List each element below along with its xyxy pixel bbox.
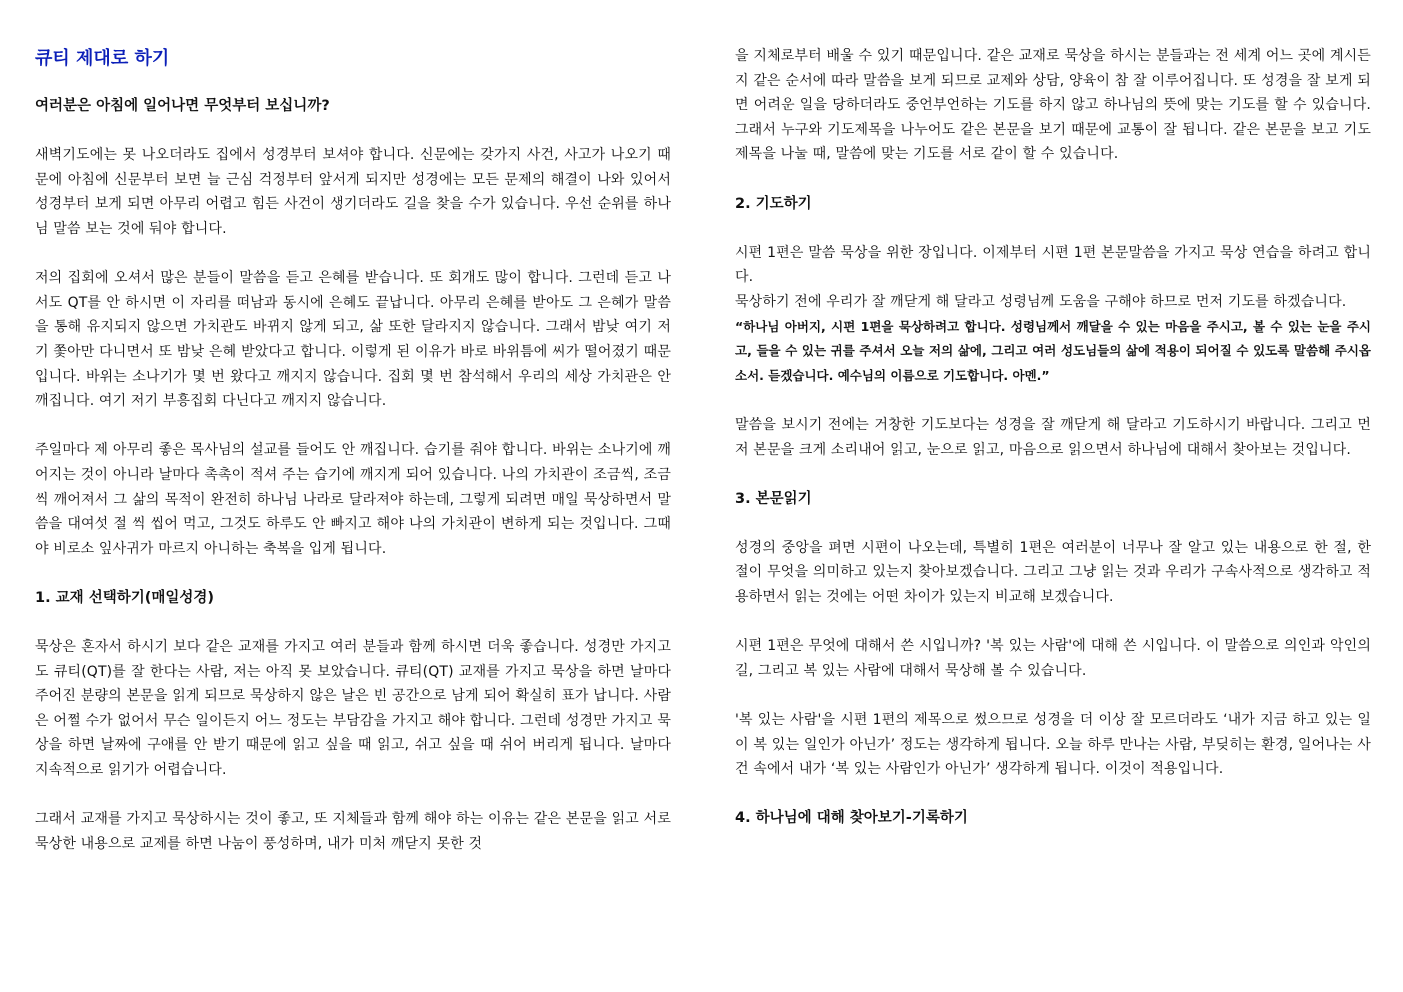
left-column (35, 40, 671, 881)
paragraph: 새벽기도에는 못 나오더라도 집에서 성경부터 보셔야 합니다. 신문에는 갖가지 사건, 사고가 나오기 때문에 아침에 신문부터 보면 늘 근심 걱정부터 앞서게 되지만 성경에는 모든 문제의 해결이 나와 있어서 성경부터 보게 되면 아무리 어렵고 힘든 사건이 생기더라도 길을 찾을 수가 있습니다. 우선 순위를 하나님 말씀 보는 것에 둬야 합니다. (35, 147, 671, 237)
paragraph: 성경의 중앙을 펴면 시편이 나오는데, 특별히 1편은 여러분이 너무나 잘 알고 있는 내용으로 한 절, 한 절이 무엇을 의미하고 있는지 찾아보겠습니다. 그리고 그냥 읽는 것과 우리가 구속사적으로 생각하고 적용하면서 읽는 것에는 어떤 차이가 있는지 비교해 보겠습니다. (735, 539, 1371, 606)
paragraph: 말씀을 보시기 전에는 거창한 기도보다는 성경을 잘 깨닫게 해 달라고 기도하시기 바랍니다. 그리고 먼저 본문을 크게 소리내어 읽고, 눈으로 읽고, 마음으로 읽으면서 하나님에 대해서 찾아보는 것입니다. (735, 416, 1371, 458)
right-column (735, 44, 1371, 856)
paragraph: 을 지체로부터 배울 수 있기 때문입니다. 같은 교재로 묵상을 하시는 분들과는 전 세계 어느 곳에 계시든지 같은 순서에 따라 말씀을 보게 되므로 교제와 상담, 양육이 참 잘 이루어집니다. 또 성경을 잘 보게 되면 어려운 일을 당하더라도 중언부언하는 기도를 하지 않고 하나님의 뜻에 맞는 기도를 할 수 있습니다. 그래서 누구와 기도제목을 나누어도 같은 본문을 보기 때문에 교통이 잘 됩니다. 같은 본문을 보고 기도제목을 나눌 때, 말씀에 맞는 기도를 서로 같이 할 수 있습니다. (735, 48, 1371, 163)
paragraph: 시편 1편은 말씀 묵상을 위한 장입니다. 이제부터 시편 1편 본문말씀을 가지고 묵상 연습을 하려고 합니다. (735, 244, 1371, 286)
intro-question: 여러분은 아침에 일어나면 무엇부터 보십니까? (35, 98, 330, 114)
paragraph: 묵상하기 전에 우리가 잘 깨닫게 해 달라고 성령님께 도움을 구해야 하므로 먼저 기도를 하겠습니다. (735, 293, 1347, 310)
paragraph: 저의 집회에 오셔서 많은 분들이 말씀을 듣고 은혜를 받습니다. 또 회개도 많이 합니다. 그런데 듣고 나서도 QT를 안 하시면 이 자리를 떠남과 동시에 은혜도 끝납니다. 아무리 은혜를 받아도 그 은혜가 말씀을 통해 유지되지 않으면 가치관도 바뀌지 않게 되고, 삶 또한 달라지지 않습니다. 그래서 밤낮 여기 저기 쫓아만 다니면서 또 밤낮 은혜 받았다고 합니다. 이렇게 된 이유가 바로 바위틈에 씨가 떨어졌기 때문입니다. 바위는 소나기가 몇 번 왔다고 깨지지 않습니다. 집회 몇 번 참석해서 우리의 세상 가치관은 안 깨집니다. 여기 저기 부흥집회 다닌다고 깨지지 않습니다. (35, 270, 672, 410)
document-title: 큐티 제대로 하기 (35, 48, 170, 69)
paragraph: 묵상은 혼자서 하시기 보다 같은 교재를 가지고 여러 분들과 함께 하시면 더욱 좋습니다. 성경만 가지고도 큐티(QT)를 잘 한다는 사람, 저는 아직 못 보았습니다. 큐티(QT) 교재를 가지고 묵상을 하면 날마다 주어진 분량의 본문을 읽게 되므로 묵상하지 않은 날은 빈 공간으로 남게 되어 확실히 표가 납니다. 사람은 어쩔 수가 없어서 무슨 일이든지 어느 정도는 부담감을 가지고 해야 합니다. 그런데 성경만 가지고 묵상을 하면 날짜에 구애를 안 받기 때문에 읽고 싶을 때 읽고, 쉬고 싶을 때 쉬어 버리게 됩니다. 날마다 지속적으로 읽기가 어렵습니다. (35, 639, 671, 779)
section-heading-3: 3. 본문읽기 (735, 490, 812, 507)
section-heading-2: 2. 기도하기 (735, 195, 812, 212)
prayer-quote: “하나님 아버지, 시편 1편을 묵상하려고 합니다. 성령님께서 깨달을 수 있는 마음을 주시고, 볼 수 있는 눈을 주시고, 들을 수 있는 귀를 주셔서 오늘 저의 삶에, 그리고 여러 성도님들의 삶에 적용이 되어질 수 있도록 말씀해 주시옵소서. 듣겠습니다. 예수님의 이름으로 기도합니다. 아멘.” (735, 318, 1371, 383)
paragraph: '복 있는 사람'을 시편 1편의 제목으로 썼으므로 성경을 더 이상 잘 모르더라도 ‘내가 지금 하고 있는 일이 복 있는 일인가 아닌가’ 정도는 생각하게 됩니다. 오늘 하루 만나는 사람, 부딪히는 환경, 일어나는 사건 속에서 내가 ‘복 있는 사람인가 아닌가’ 생각하게 됩니다. 이것이 적용입니다. (735, 712, 1371, 778)
paragraph: 주일마다 제 아무리 좋은 목사님의 설교를 들어도 안 깨집니다. 습기를 줘야 합니다. 바위는 소나기에 깨어지는 것이 아니라 날마다 촉촉이 적셔 주는 습기에 깨지게 되어 있습니다. 나의 가치관이 조금씩, 조금씩 깨어져서 그 삶의 목적이 완전히 하나님 나라로 달라져야 하는데, 그렇게 되려면 매일 묵상하면서 말씀을 대여섯 절 씩 씹어 먹고, 그것도 하루도 안 빠지고 해야 나의 가치관이 변하게 되는 것입니다. 그때야 비로소 잎사귀가 마르지 아니하는 축복을 입게 됩니다. (35, 442, 671, 557)
section-heading-1: 1. 교재 선택하기(매일성경) (35, 589, 215, 606)
paragraph: 그래서 교재를 가지고 묵상하시는 것이 좋고, 또 지체들과 함께 해야 하는 이유는 같은 본문을 읽고 서로 묵상한 내용으로 교제를 하면 나눔이 풍성하며, 내가 미처 깨닫지 못한 것 (35, 811, 671, 852)
paragraph: 시편 1편은 무엇에 대해서 쓴 시입니까? '복 있는 사람'에 대해 쓴 시입니다. 이 말씀으로 의인과 악인의 길, 그리고 복 있는 사람에 대해서 묵상해 볼 수 있습니다. (735, 638, 1371, 679)
section-heading-4: 4. 하나님에 대해 찾아보기-기록하기 (735, 810, 968, 827)
